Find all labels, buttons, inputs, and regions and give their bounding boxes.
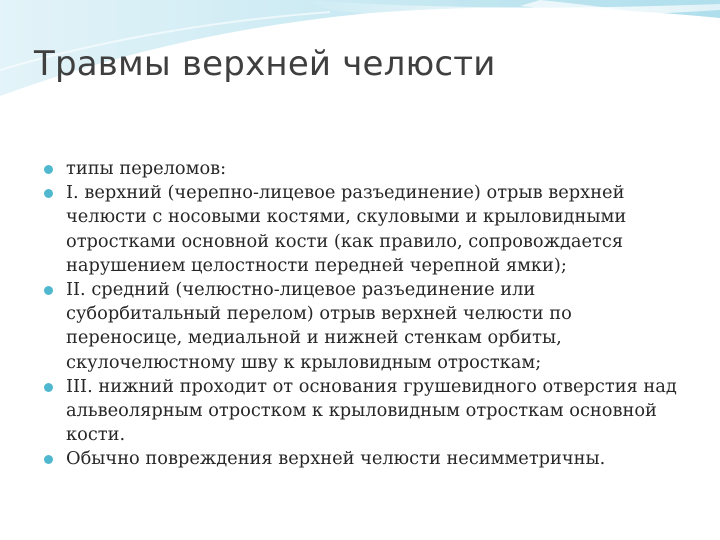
slide-title: Травмы верхней челюсти: [34, 44, 496, 84]
bullet-dot-icon: [44, 383, 53, 392]
bullet-text: Обычно повреждения верхней челюсти несимметричны.: [66, 448, 606, 470]
list-item: [44, 375, 692, 448]
bullet-text: типы переломов:: [66, 158, 227, 179]
bullet-dot-icon: [44, 286, 53, 295]
list-item: [44, 157, 692, 181]
bullet-text: II. средний (челюстно-лицевое разъединение или суборбитальный перелом) отрыв верхней челюсти по переносице, медиальной и нижней стенкам орбиты, скулочелюстному шву к крыловидным отросткам;: [66, 279, 572, 373]
bullet-dot-icon: [44, 455, 53, 464]
bullet-text: I. верхний (черепно-лицевое разъединение) отрыв верхней челюсти с носовыми костями, скуловыми и крыловидными отростками основной кости (как правило, сопровождается нарушением целостности передней черепной ямки);: [66, 182, 627, 276]
list-item: [44, 447, 692, 471]
bullet-dot-icon: [44, 189, 53, 198]
bullet-text: III. нижний проходит от основания грушевидного отверстия над альвеолярным отростком к крыловидным отросткам основной кости.: [66, 375, 677, 446]
list-item: [44, 278, 692, 375]
bullet-list: [44, 157, 692, 472]
bullet-dot-icon: [44, 165, 53, 174]
list-item: [44, 181, 692, 278]
